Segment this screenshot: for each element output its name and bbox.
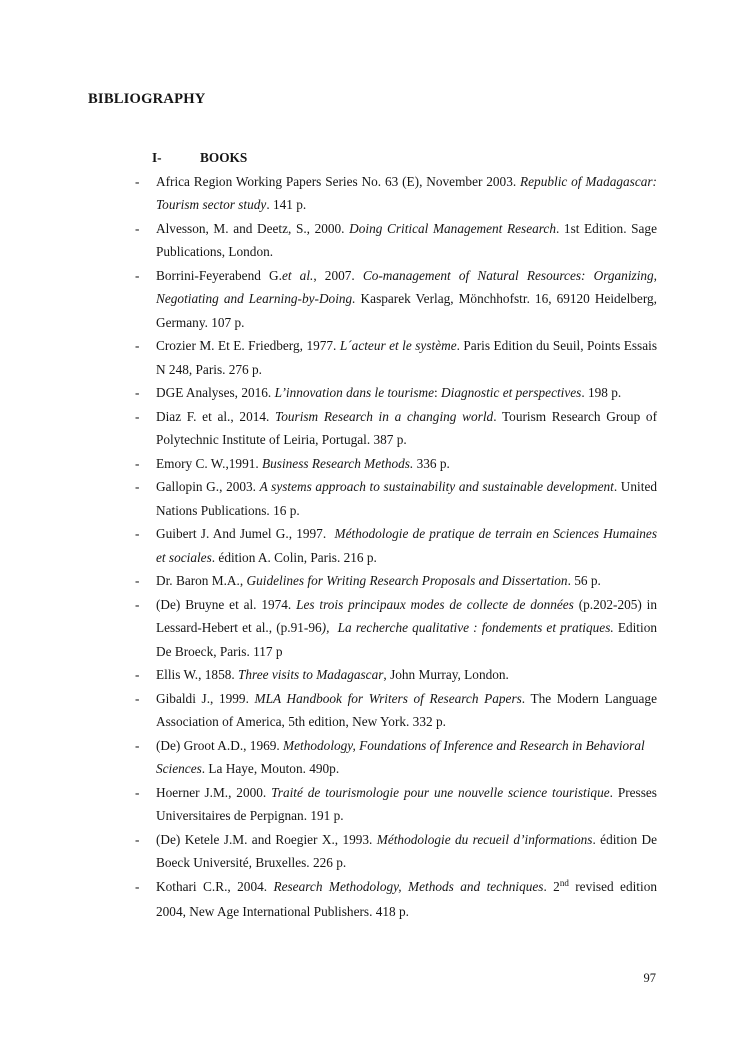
entry-text-roman: . Tourism Research Group of Polytechnic Institute of Leiria, Portugal. 387 p.: [156, 408, 658, 447]
entry-text-roman: Gibaldi J., 1999.: [156, 690, 255, 706]
entry-text-roman: Emory C. W.,1991.: [156, 455, 263, 471]
entry-text-roman: 336 p.: [413, 455, 450, 471]
entry-text-roman: Borrini-Feyerabend G.: [156, 267, 282, 283]
entry-text-sup: nd: [559, 878, 569, 888]
section-numeral: I-: [152, 150, 162, 165]
list-dash-marker: -: [135, 690, 140, 706]
entry-text-italic: Diagnostic et perspectives: [441, 385, 582, 400]
entry-text-italic: Doing Critical Management Research: [349, 220, 556, 236]
entry-text-roman: Guibert J. And Jumel G., 1997.: [156, 526, 335, 541]
entry-text-italic: Research Methodology, Methods and techniques: [273, 878, 544, 894]
entry-text-roman: . The Modern Language Association of America, 5th edition, New York. 332 p.: [156, 690, 657, 729]
entry-text-roman: (De) Bruyne et al. 1974.: [156, 596, 297, 612]
page-title: BIBLIOGRAPHY: [88, 91, 206, 107]
entry-text-roman: Ellis W., 1858.: [156, 667, 239, 682]
entry-text-roman: Crozier M. Et E. Friedberg, 1977.: [156, 338, 340, 353]
list-dash-marker: -: [135, 526, 140, 541]
entry-text-roman: Kothari C.R., 2004.: [156, 878, 274, 894]
entry-text-italic: Methodology, Foundations of Inference and Research in Behavioral Sciences: [156, 737, 645, 776]
bibliography-entry: [88, 569, 657, 593]
list-dash-marker: -: [135, 338, 140, 353]
entry-text-italic: ), La recherche qualitative : fondements et pratiques.: [321, 620, 614, 635]
bibliography-entry: [88, 217, 657, 264]
bibliography-entry: [88, 264, 657, 335]
bibliography-entry: [88, 687, 657, 734]
entry-text-roman: . Paris Edition du Seuil, Points Essais N 248, Paris. 276 p.: [156, 338, 657, 377]
entry-text-roman: Alvesson, M. and Deetz, S., 2000.: [156, 220, 350, 236]
bibliography-entry: [88, 475, 657, 522]
list-dash-marker: -: [135, 220, 140, 236]
list-dash-marker: -: [135, 667, 140, 682]
list-dash-marker: -: [135, 173, 140, 189]
entry-text-italic: Co-management of Natural Resources: Organizing, Negotiating and Learning-by-Doing.: [156, 267, 658, 306]
entry-text-roman: . United Nations Publications. 16 p.: [156, 479, 658, 518]
entry-text-roman: . 2: [543, 878, 560, 894]
bibliography-list: [88, 170, 657, 924]
entry-text-roman: . Presses Universitaires de Perpignan. 191 p.: [156, 784, 657, 823]
entry-text-italic: Méthodologie de pratique de terrain en Sciences Humaines et sociales: [156, 526, 658, 565]
bibliography-entry: [88, 734, 657, 781]
entry-text-roman: (p.202-205) in Lessard-Hebert et al., (p.91-96: [156, 596, 658, 635]
entry-text-roman: (De) Groot A.D., 1969.: [156, 737, 284, 753]
entry-text-italic: Les trois principaux modes de collecte de données: [296, 596, 574, 612]
bibliography-entry: [88, 170, 657, 217]
entry-text-roman: :: [434, 385, 442, 400]
entry-text-roman: . 141 p.: [266, 197, 307, 212]
entry-text-roman: Dr. Baron M.A.,: [156, 573, 247, 588]
list-dash-marker: -: [135, 596, 140, 612]
section-label: BOOKS: [200, 150, 248, 165]
bibliography-entry: [88, 781, 657, 828]
entry-text-roman: Hoerner J.M., 2000.: [156, 784, 272, 800]
section-heading: [88, 146, 657, 170]
bibliography-entry: [88, 452, 657, 476]
entry-text-italic: et al.: [281, 267, 314, 283]
entry-text-roman: , John Murray, London.: [383, 667, 509, 682]
bibliography-entry: [88, 593, 657, 664]
entry-text-roman: (De) Ketele J.M. and Roegier X., 1993.: [156, 831, 377, 847]
entry-text-roman: Gallopin G., 2003.: [156, 479, 260, 494]
entry-text-roman: . 1st Edition. Sage Publications, London.: [156, 220, 657, 259]
entry-text-roman: , 2007.: [313, 267, 363, 283]
bibliography-entry: [88, 522, 657, 569]
entry-text-italic: Business Research Methods.: [262, 455, 414, 471]
list-dash-marker: -: [135, 831, 140, 847]
entry-text-roman: . 56 p.: [567, 573, 601, 588]
bibliography-entry: [88, 875, 657, 924]
entry-text-roman: Edition De Broeck, Paris. 117 p: [156, 620, 657, 659]
entry-text-italic: Traité de tourismologie pour une nouvelle science touristique: [271, 784, 610, 800]
list-dash-marker: -: [135, 573, 140, 588]
entry-text-roman: Diaz F. et al., 2014.: [156, 408, 276, 424]
bibliography-entry: [88, 334, 657, 381]
list-dash-marker: -: [135, 737, 140, 753]
entry-text-italic: Guidelines for Writing Research Proposals and Dissertation: [246, 573, 568, 588]
bibliography-entry: [88, 405, 657, 452]
entry-text-italic: A systems approach to sustainability and sustainable development: [259, 479, 614, 494]
entry-text-roman: Africa Region Working Papers Series No. 63 (E), November 2003.: [156, 173, 521, 189]
entry-text-roman: . 198 p.: [581, 385, 622, 400]
list-dash-marker: -: [135, 784, 140, 800]
entry-text-roman: . édition A. Colin, Paris. 216 p.: [211, 549, 377, 565]
entry-text-italic: L´acteur et le système: [339, 338, 457, 353]
entry-text-italic: MLA Handbook for Writers of Research Papers: [254, 690, 522, 706]
entry-text-roman: revised edition 2004, New Age International Publishers. 418 p.: [156, 878, 657, 919]
entry-text-roman: . La Haye, Mouton. 490p.: [201, 761, 340, 776]
list-dash-marker: -: [135, 408, 140, 424]
bibliography-entry: [88, 381, 657, 405]
entry-text-roman: Kasparek Verlag, Mönchhofstr. 16, 69120 Heidelberg, Germany. 107 p.: [156, 291, 657, 330]
entry-text-italic: Three visits to Madagascar: [238, 667, 384, 682]
entry-text-italic: Méthodologie du recueil d’informations: [376, 831, 593, 847]
entry-text-italic: Republic of Madagascar: Tourism sector study: [156, 173, 657, 212]
page-number: 97: [643, 971, 656, 985]
list-dash-marker: -: [135, 479, 140, 494]
bibliography-entry: [88, 828, 657, 875]
list-dash-marker: -: [135, 267, 140, 283]
bibliography-entry: [88, 663, 657, 687]
list-dash-marker: -: [135, 385, 140, 400]
entry-text-italic: Tourism Research in a changing world: [275, 408, 494, 424]
list-dash-marker: -: [135, 455, 140, 471]
list-dash-marker: -: [135, 878, 140, 894]
entry-text-italic: L’innovation dans le tourisme: [274, 385, 434, 400]
entry-text-roman: . édition De Boeck Université, Bruxelles. 226 p.: [156, 831, 657, 870]
entry-text-roman: DGE Analyses, 2016.: [156, 385, 275, 400]
